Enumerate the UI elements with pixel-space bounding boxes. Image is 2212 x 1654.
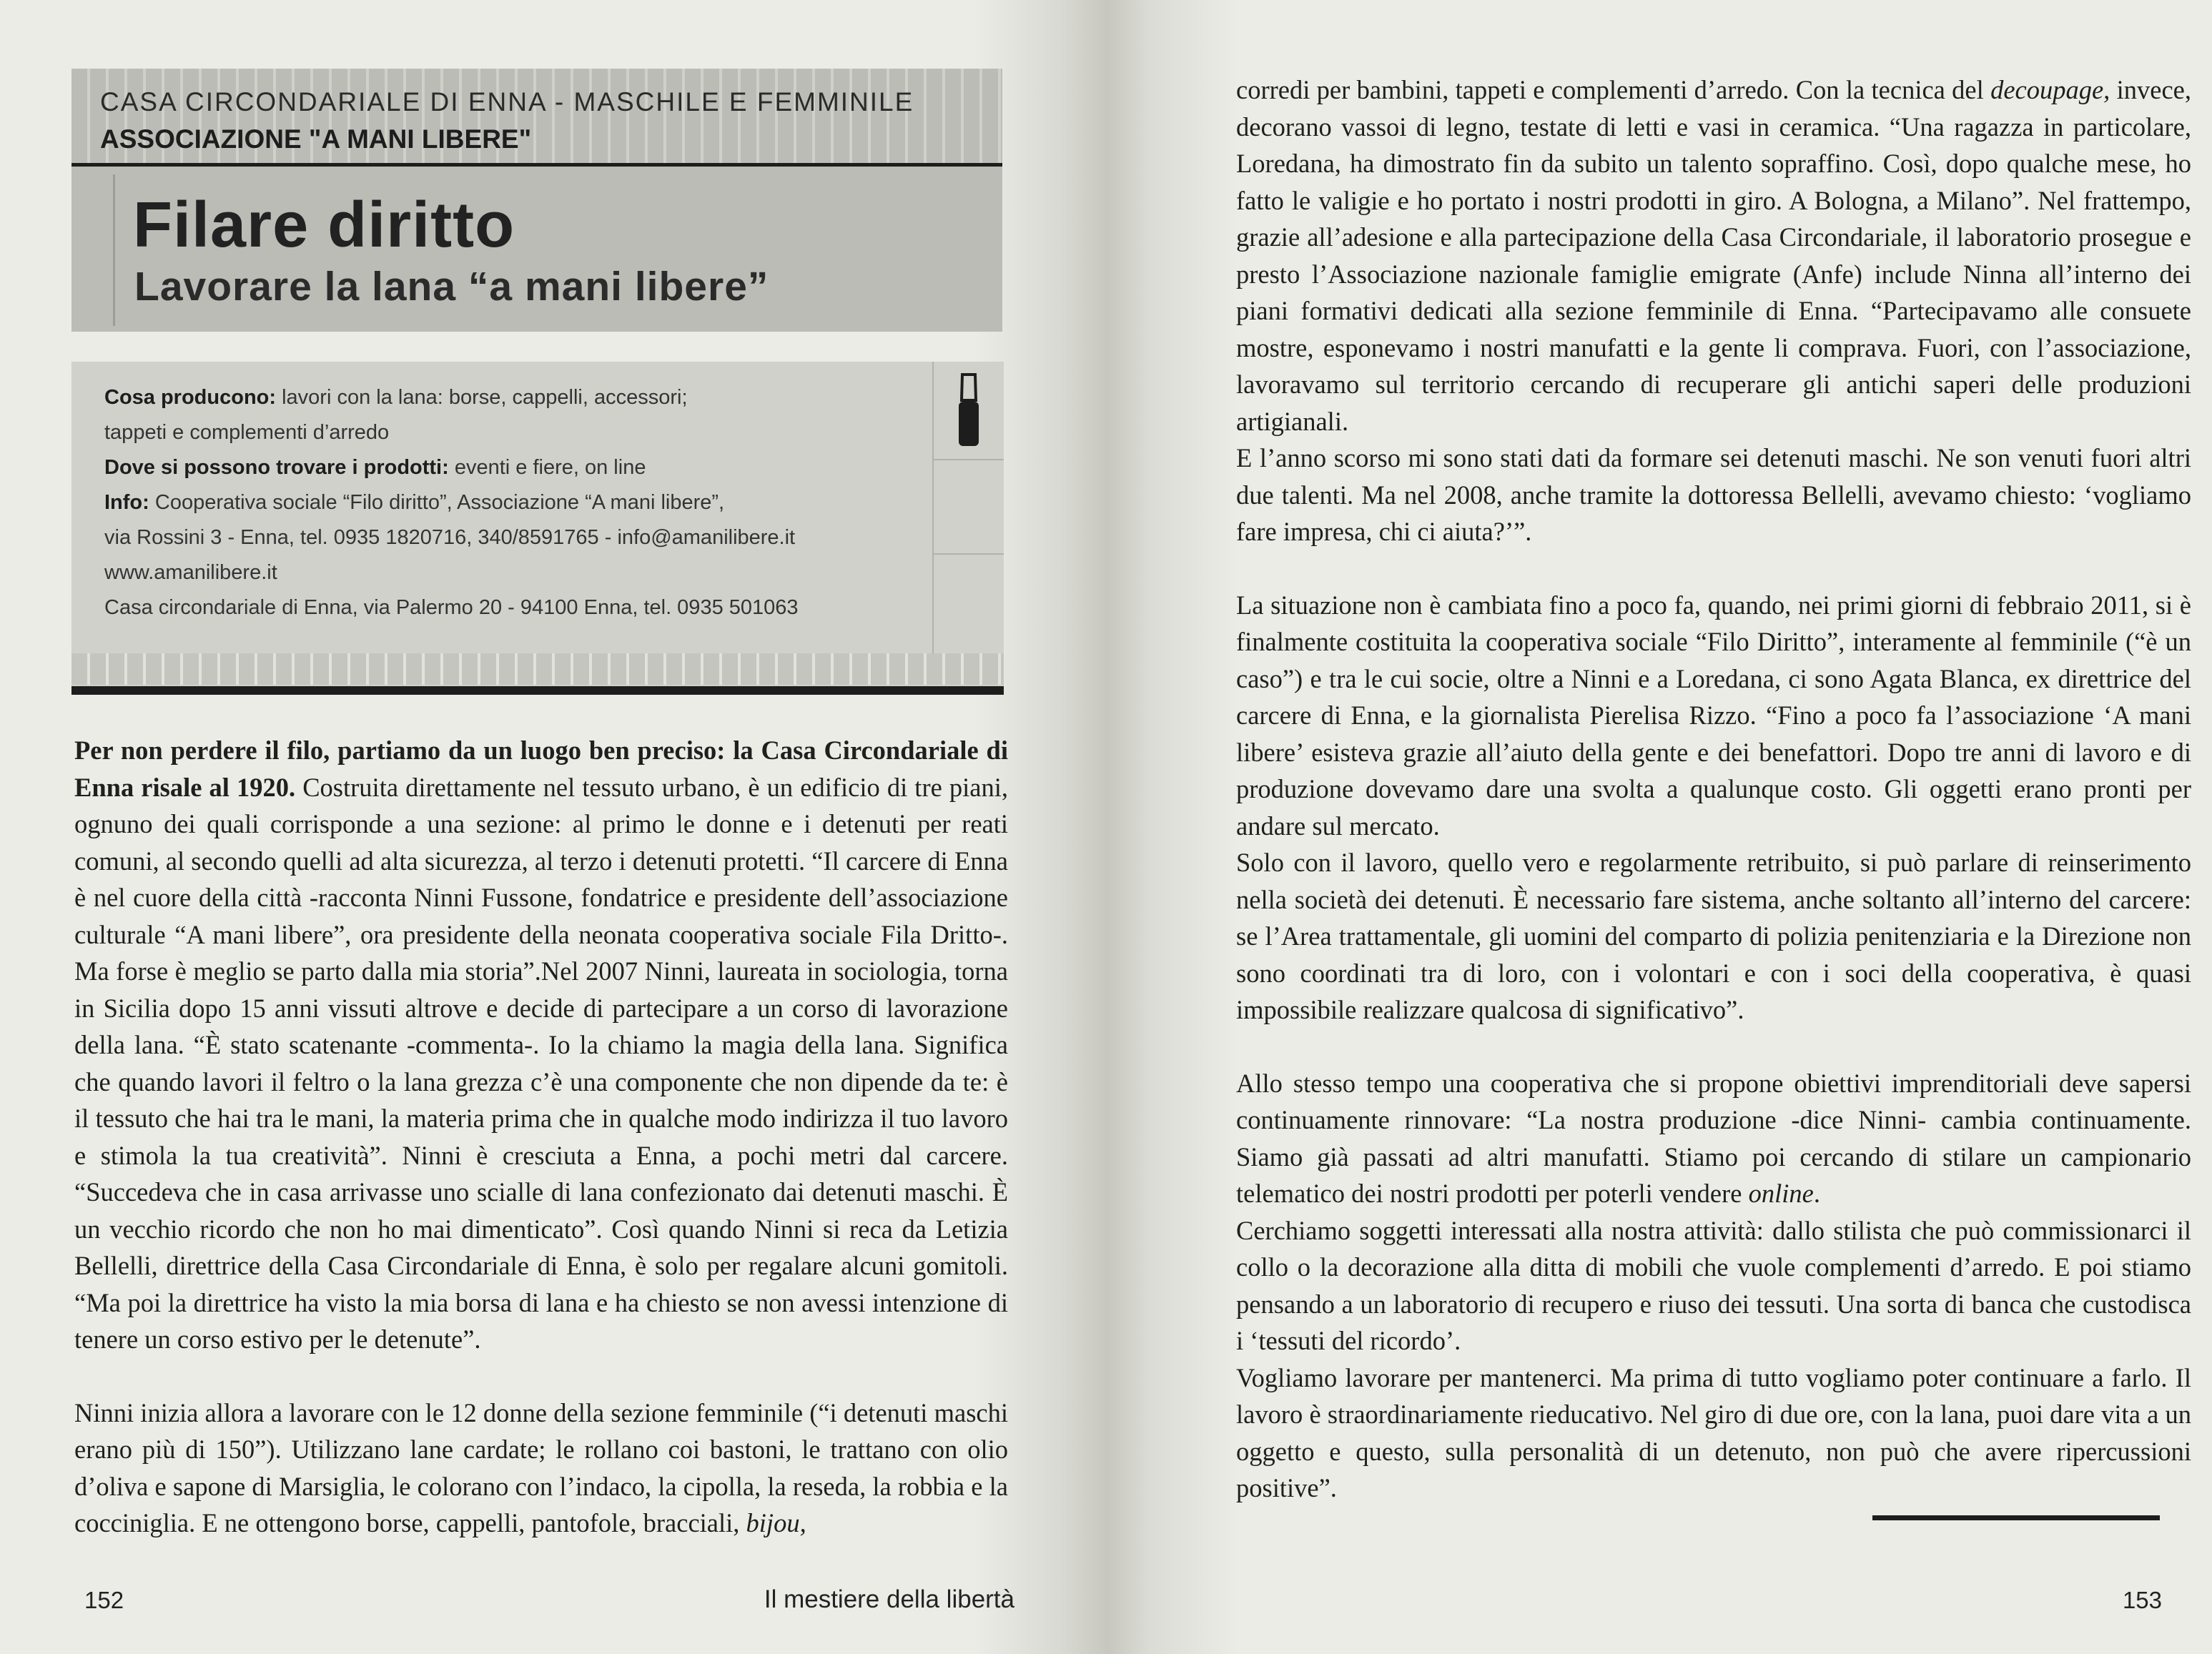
info-line-products-cont: tappeti e complementi d’arredo [104,421,390,444]
paragraph-text: Costruita direttamente nel tessuto urbano, è un edificio di tre piani, ognuno dei quali corrisponde a una sezione: al primo le donne e i detenuti per reati comuni, al secondo quelli ad alta sicurezza, al terzo i detenuti protetti. “Il carcere di Enna è nel cuore della città -racconta Ninni Fussone, fondatrice e presidente dell’associazione culturale “A mani libere”, ora presidente della neonata cooperativa sociale Fila Dritto-. Ma forse è meglio se parto dalla mia storia”.Nel 2007 Ninni, laureata in sociologia, torna in Sicilia dopo 15 anni vissuti altrove e decide di partecipare a un corso di lavorazione della lana. “È stato scatenante -commenta-. Io la chiamo la magia della lana. Significa che quando lavori il feltro o la lana grezza c’è una componente che non dipende da te: è il tessuto che hai tra le mani, la materia prima che in qualche modo indirizza il tuo lavoro e stimola la tua creatività”. Ninni è cresciuta a Enna, a pochi metri dal carcere. “Succedeva che in casa arrivasse uno scialle di lana confezionato dai detenuti maschi. È un vecchio ricordo che non ho mai dimenticato”. Così quando Ninni si reca da Letizia Bellelli, direttrice della Casa Circondariale di Enna, è solo per regalare alcuni gomitoli. “Ma poi la direttrice ha visto la mia borsa di lana e ha chiesto se non avessi intenzione di tenere un corso estivo per le detenute”. [74,772,1008,1354]
info-line-contacts [104,485,919,520]
paragraph [74,1395,1008,1542]
info-line-products [104,380,919,415]
info-side-column [932,362,1004,653]
paragraph-text: Allo stesso tempo una cooperativa che si propone obiettivi imprenditoriali deve sapersi continuamente rinnovare: “La nostra produzione -dice Ninni- cambia continuamente. Siamo già passati ad altri manufatti. Stiamo poi cercando di stilare un campionario telematico dei nostri prodotti per poterli vendere [1236,1068,2191,1208]
association-label: ASSOCIAZIONE "A MANI LIBERE" [100,124,532,154]
lead-sentence: Per non perdere il filo, partiamo da un luogo ben preciso: la Casa Circondariale di Enna risale al 1920. [74,736,1008,802]
info-value-contacts: Cooperativa sociale “Filo diritto”, Associazione “A mani libere”, [149,491,725,514]
info-stripes [71,653,1004,685]
venue-label: CASA CIRCONDARIALE DI ENNA - MASCHILE E FEMMINILE [100,87,914,117]
page-number-left: 152 [84,1587,124,1613]
right-body-text [1236,71,2191,1507]
chapter-header-box [71,69,1002,332]
chapter-title: Filare diritto [133,189,515,261]
info-line-website: www.amanilibere.it [104,561,277,584]
info-line-address: via Rossini 3 - Enna, tel. 0935 1820716, 340/8591765 - info@amanilibere.it [104,526,796,549]
left-body-text [74,732,1008,1542]
paragraph-text: Ninni inizia allora a lavorare con le 12 donne della sezione femminile (“i detenuti maschi erano più di 150”). Utilizzano lane cardate; le rollano coi bastoni, le trattano con olio d’oliva e sapone di Marsiglia, le colorano con l’indaco, la cipolla, la reseda, la robbia e la cocciniglia. E ne ottengono borse, cappelli, pantofole, bracciali, [74,1397,1008,1537]
paragraph: E l’anno scorso mi sono stati dati da formare sei detenuti maschi. Ne son venuti fuori altri due talenti. Ma nel 2008, anche tramite la dottoressa Bellelli, avevamo chiesto: ‘vogliamo fare impresa, chi ci aiuta?’”. [1236,443,2191,546]
paragraph: Solo con il lavoro, quello vero e regolarmente retribuito, si può parlare di reinserimento nella società dei detenuti. È necessario fare sistema, anche soltanto all’interno del carcere: se l’Area trattamentale, gli uomini del comparto di polizia penitenziaria e la Direzione non sono coordinati tra di loro, con i volontari e con i soci della cooperativa, è quasi impossibile realizzare qualcosa di significativo”. [1236,848,2191,1024]
header-rule [71,163,1002,167]
info-value-where: eventi e fiere, on line [448,456,646,479]
info-box [71,362,1004,695]
chapter-subtitle: Lavorare la lana “a mani libere” [134,264,769,309]
header-vertical-line [113,174,115,326]
paragraph: Vogliamo lavorare per mantenerci. Ma prima di tutto vogliamo poter continuare a farlo. Il lavoro è straordinariamente rieducativo. Nel giro di due ore, con la lana, puoi dare vita a un oggetto e questo, sulla personalità di un detenuto, non può che avere ripercussioni positive”. [1236,1362,2191,1502]
end-of-chapter-rule [1872,1515,2160,1520]
info-text [104,380,919,625]
italic-word: bijou, [746,1508,806,1537]
info-base-rule [71,686,1004,695]
info-label-products: Cosa producono: [104,386,277,409]
bag-icon [957,372,981,450]
info-side-divider [934,553,1004,555]
paragraph [1236,1065,2191,1212]
paragraph: La situazione non è cambiata fino a poco fa, quando, nei primi giorni di febbraio 2011, si è finalmente costituita la cooperativa sociale “Filo Diritto”, interamente al femminile (“è un caso”) e tra le cui socie, oltre a Ninni e a Loredana, ci sono Agata Blanca, ex direttrice del carcere di Enna, e la giornalista Pierelisa Rizzo. “Fino a poco fa l’associazione ‘A mani libere’ esisteva grazie all’aiuto della gente e dei benefattori. Dopo tre anni di lavoro e di produzione dovevamo dare una svolta a qualunque costo. Gli oggetti erano pronti per andare sul mercato. [1236,590,2191,841]
paragraph-text: . [1813,1179,1820,1208]
paragraph-text: corredi per bambini, tappeti e complementi d’arredo. Con la tecnica del [1236,75,1991,104]
paragraph: Cerchiamo soggetti interessati alla nostra attività: dallo stilista che può commissionarci il collo o la decorazione alla ditta di mobili che vuole complementi d’arredo. E poi stiamo pensando a un laboratorio di recupero e riuso dei tessuti. Una sorta di banca che custodisca i ‘tessuti del ricordo’. [1236,1215,2191,1355]
info-label-contacts: Info: [104,491,149,514]
info-value-products: lavori con la lana: borse, cappelli, accessori; [276,386,688,409]
info-label-where: Dove si possono trovare i prodotti: [104,456,449,479]
right-page [1106,0,2212,1654]
page-number-right: 153 [2122,1587,2162,1613]
info-line-where [104,450,919,485]
info-side-divider [934,459,1004,460]
paragraph-text: invece, decorano vassoi di legno, testate di letti e vasi in ceramica. “Una ragazza in particolare, Loredana, ha dimostrato fin da subito un talento sopraffino. Così, dopo qualche mese, ho fatto le valigie e ho portato i nostri prodotti in giro. A Bologna, a Milano”. Nel frattempo, grazie all’adesione e alla partecipazione della Casa Circondariale, il laboratorio prosegue e presto l’Associazione nazionale famiglie emigrate (Anfe) include Ninna all’interno dei piani formativi dedicati alla sezione femminile di Enna. “Partecipavamo alle consuete mostre, esponevamo i nostri manufatti e la gente li comprava. Fuori, con l’associazione, lavoravamo sul territorio cercando di recuperare gli antichi saperi delle produzioni artigianali. [1236,75,2191,436]
paragraph [74,732,1008,1358]
italic-word: decoupage, [1990,75,2110,104]
paragraph [1236,71,2191,440]
italic-word: online [1748,1179,1814,1208]
running-title: Il mestiere della libertà [764,1585,1014,1613]
info-line-prison-address: Casa circondariale di Enna, via Palermo 20 - 94100 Enna, tel. 0935 501063 [104,596,799,619]
